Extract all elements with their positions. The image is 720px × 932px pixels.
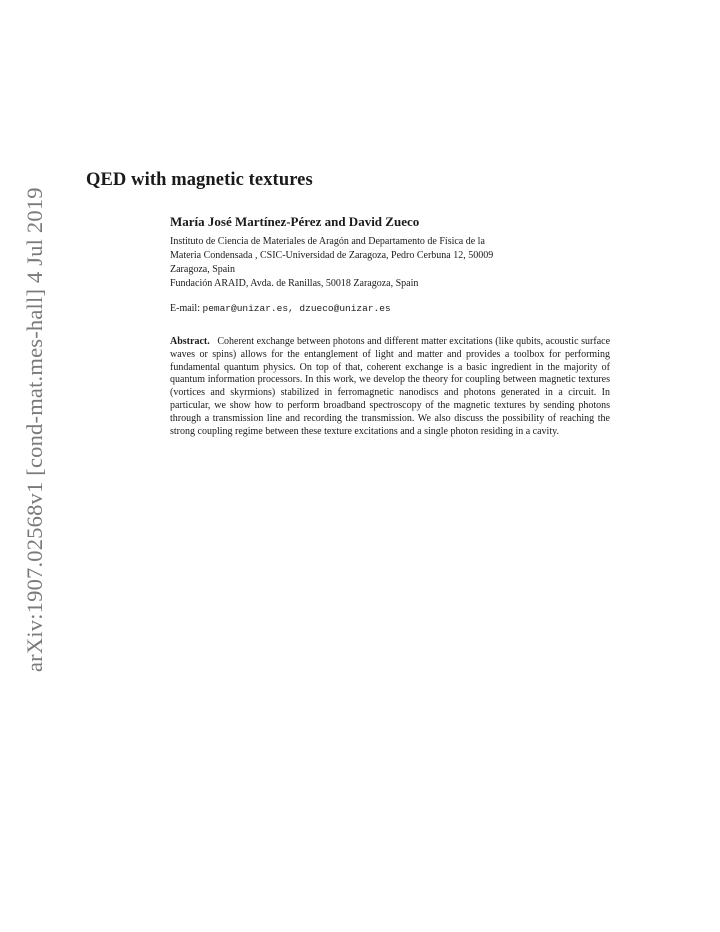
email-line	[170, 303, 610, 314]
affiliation-line: Zaragoza, Spain	[170, 264, 235, 275]
email-label: E-mail:	[170, 303, 200, 314]
abstract-label: Abstract.	[170, 336, 210, 347]
abstract-text: Coherent exchange between photons and different matter excitations (like qubits, acoustic surface waves or spins) allows for the entanglement of light and matter and provides a toolbox for performing fundamental quantum physics. On top of that, coherent exchange is a basic ingredient in the majority of quantum information processors. In this work, we develop the theory for coupling between magnetic textures (vortices and skyrmions) stabilized in ferromagnetic nanodiscs and photons generated in a circuit. In particular, we show how to perform broadband spectroscopy of the magnetic textures by sending photons through a transmission line and recording the transmission. We also discuss the possibility of reaching the strong coupling regime between these texture excitations and a single photon residing in a cavity.	[170, 336, 611, 437]
paper-title: QED with magnetic textures	[86, 170, 313, 190]
abstract	[170, 336, 610, 438]
arxiv-identifier: arXiv:1907.02568v1 [cond-mat.mes-hall] 4 Jul 2019	[22, 187, 47, 672]
affiliation-block	[170, 235, 610, 291]
affiliation-line: Materia Condensada , CSIC-Universidad de Zaragoza, Pedro Cerbuna 12, 50009	[170, 250, 494, 261]
affiliation-line: Fundación ARAID, Avda. de Ranillas, 50018 Zaragoza, Spain	[170, 278, 419, 289]
email-addresses[interactable]: pemar@unizar.es, dzueco@unizar.es	[202, 303, 391, 314]
author-list: María José Martínez-Pérez and David Zueco	[170, 214, 420, 229]
arxiv-sidebar-stamp	[20, 187, 50, 672]
affiliation-line: Instituto de Ciencia de Materiales de Aragón and Departamento de Física de la	[170, 236, 485, 247]
